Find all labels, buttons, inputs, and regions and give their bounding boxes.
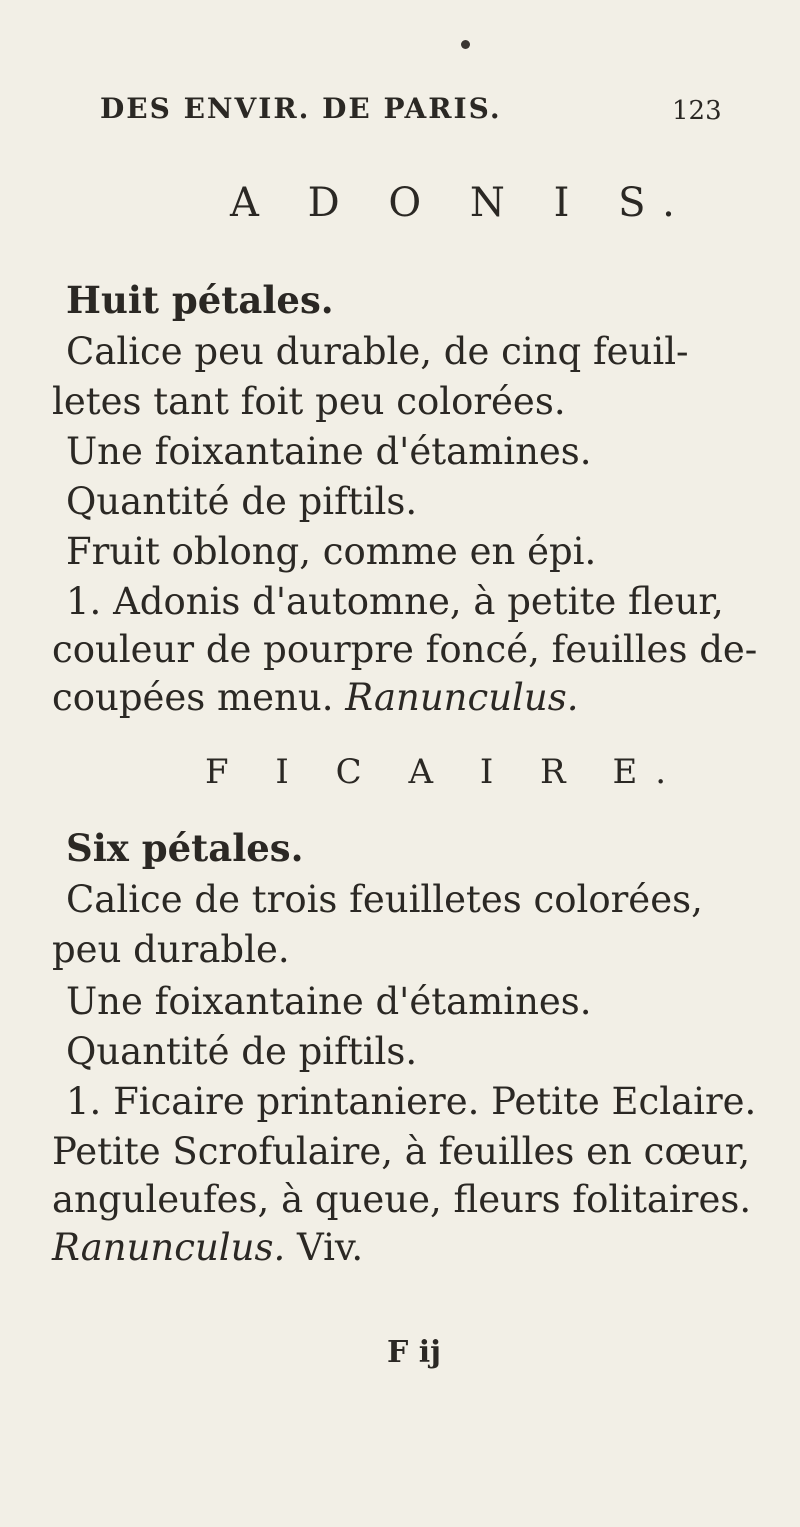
ficaire-line-1: Six pétales. [66,826,304,870]
adonis-line-1: Huit pétales. [66,278,334,322]
adonis-line-9 [52,676,578,720]
ficaire-line-3: peu durable. [52,928,290,971]
ficaire-line-9 [52,1226,363,1270]
ficaire-line-8: anguleufes, à queue, fleurs folitaires. [52,1178,752,1221]
ink-spot [461,40,470,49]
adonis-latin-name: Ranunculus. [345,676,579,719]
ficaire-line-2: Calice de trois feuilletes colorées, [66,878,703,921]
adonis-line-7: 1. Adonis d'automne, à petite fleur, [66,580,724,623]
adonis-line-3: letes tant foit peu colorées. [52,380,566,423]
adonis-line-8: couleur de pourpre foncé, feuilles de- [52,628,758,671]
signature-mark: F ij [387,1335,441,1370]
adonis-line-2: Calice peu durable, de cinq feuil- [66,330,689,373]
adonis-line-5: Quantité de piftils. [66,480,418,523]
ficaire-last-word: Viv. [297,1226,364,1269]
adonis-line-4: Une foixantaine d'étamines. [66,430,592,473]
ficaire-line-6: 1. Ficaire printaniere. Petite Eclaire. [66,1080,757,1123]
adonis-line-9-text: coupées menu. [52,676,334,719]
adonis-line-6: Fruit oblong, comme en épi. [66,530,597,573]
ficaire-line-7: Petite Scrofulaire, à feuilles en cœur, [52,1130,751,1173]
running-title: DES ENVIR. DE PARIS. [100,92,502,125]
ficaire-line-5: Quantité de piftils. [66,1030,418,1073]
ficaire-latin-name: Ranunculus. [52,1226,286,1269]
section-title-ficaire: F I C A I R E. [205,752,685,792]
ficaire-line-4: Une foixantaine d'étamines. [66,980,592,1023]
section-title-adonis: A D O N I S. [230,180,693,226]
page-number: 123 [672,96,722,126]
